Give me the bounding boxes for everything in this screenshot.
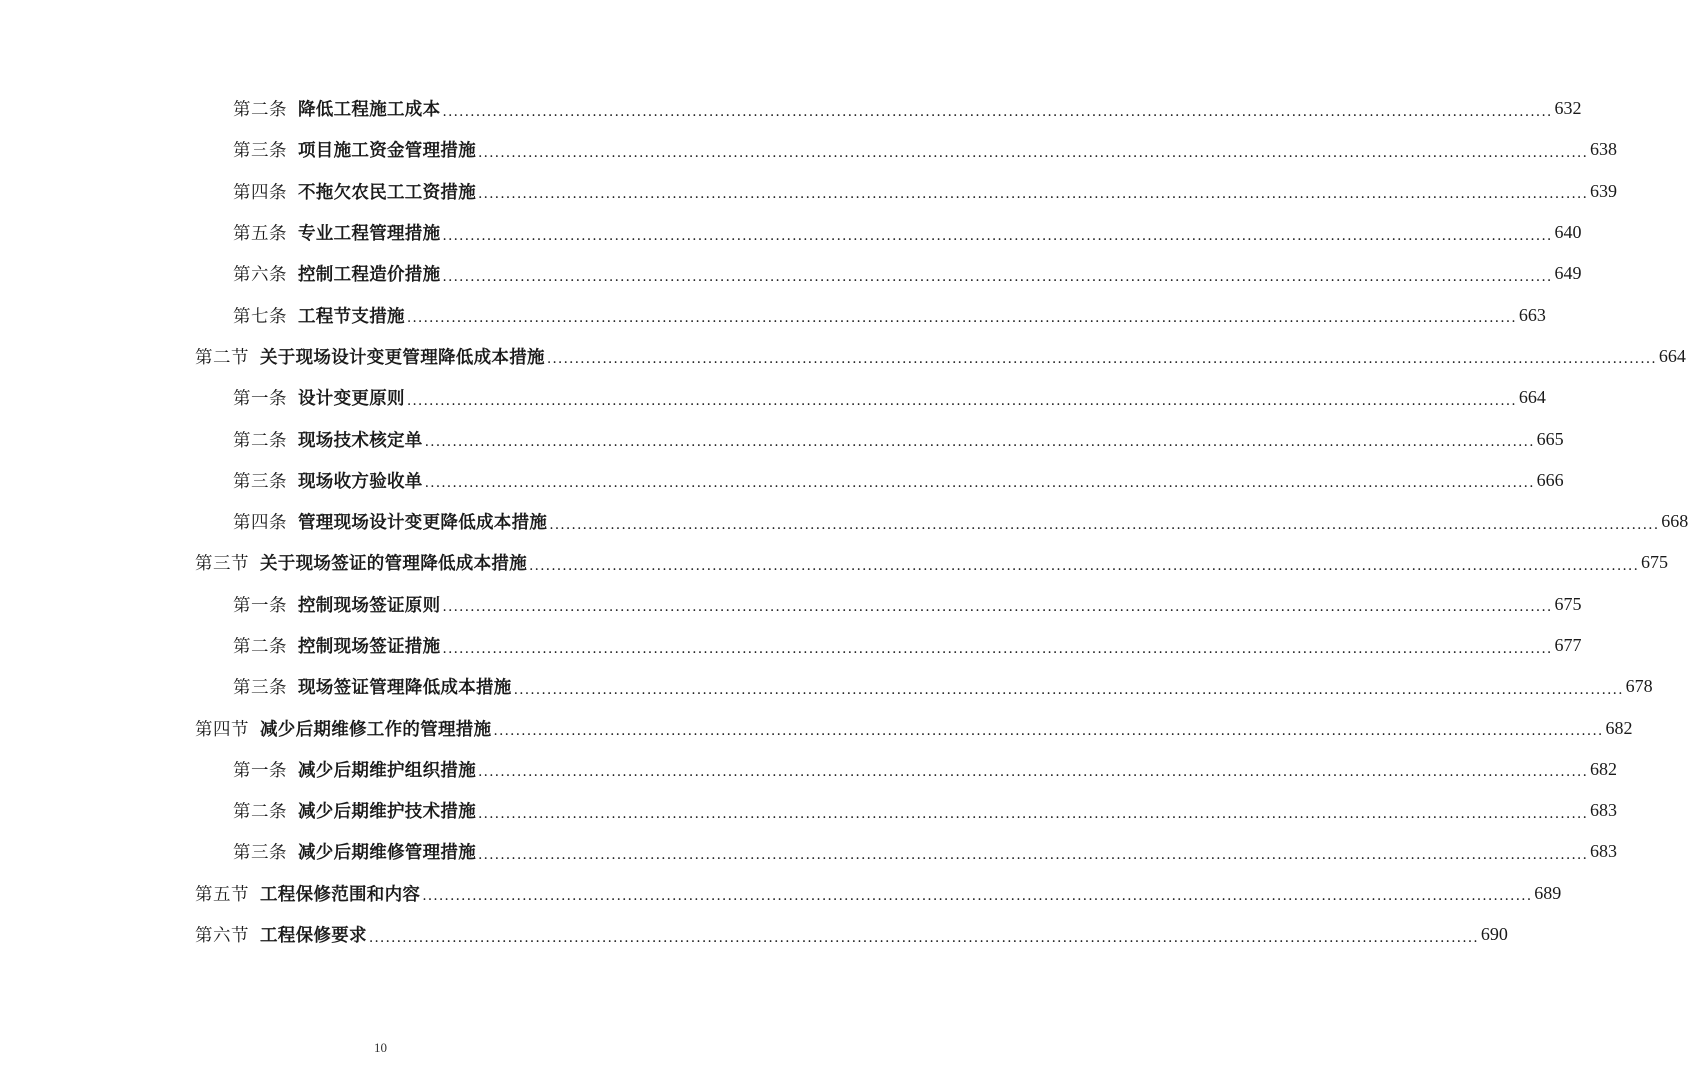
toc-entry-title: 管理现场设计变更降低成本措施 [298,513,548,534]
toc-entry-number: 第五条 [233,224,287,245]
toc-entry-page: 682 [1590,758,1618,779]
table-of-contents [0,88,1688,955]
dot-leader: ........................................................................................................................................................................................................ [442,599,1553,616]
toc-entry-number: 第四条 [233,513,287,534]
toc-entry[interactable] [0,171,1618,212]
toc-entry-title: 工程节支措施 [298,306,405,327]
dot-leader: ........................................................................................................................................................................................................ [478,764,1589,781]
toc-entry-number: 第六条 [233,265,287,286]
dot-leader: ........................................................................................................................................................................................................ [406,310,1517,327]
toc-entry-number: 第一条 [233,595,287,616]
toc-entry-number: 第七条 [233,306,287,327]
toc-entry-page: 664 [1518,387,1546,408]
toc-entry[interactable] [0,253,1582,294]
toc-entry[interactable] [0,666,1653,707]
dot-leader: ........................................................................................................................................................................................................ [478,805,1589,822]
toc-entry-page: 678 [1625,676,1653,697]
dot-leader: ........................................................................................................................................................................................................ [478,144,1589,161]
toc-entry-page: 649 [1554,263,1582,284]
dot-leader: ........................................................................................................................................................................................................ [424,475,1535,492]
toc-entry[interactable] [0,625,1582,666]
toc-section-entry[interactable] [0,542,1669,583]
toc-entry-page: 677 [1554,635,1582,655]
toc-entry-title: 专业工程管理措施 [298,224,441,245]
toc-entry-page: 638 [1590,139,1618,160]
toc-entry-title: 控制现场签证原则 [298,595,441,616]
toc-entry-page: 639 [1590,180,1618,201]
toc-entry[interactable] [0,212,1582,253]
toc-entry-number: 第三条 [233,843,287,864]
toc-entry[interactable] [0,294,1546,335]
toc-entry-title: 关于现场签证的管理降低成本措施 [260,554,527,575]
toc-entry[interactable] [0,584,1582,625]
dot-leader: ........................................................................................................................................................................................................ [368,929,1479,946]
dot-leader: ........................................................................................................................................................................................................ [442,227,1553,244]
toc-entry-number: 第三条 [233,678,287,699]
dot-leader: ........................................................................................................................................................................................................ [442,103,1553,120]
toc-entry-number: 第二条 [233,802,287,823]
toc-entry-number: 第三节 [195,554,249,575]
toc-entry-number: 第六节 [195,926,249,947]
toc-entry-title: 工程保修要求 [260,926,367,947]
dot-leader: ........................................................................................................................................................................................................ [529,557,1640,574]
toc-entry-number: 第五节 [195,884,249,905]
dot-leader: ........................................................................................................................................................................................................ [546,351,1657,368]
dot-leader: ........................................................................................................................................................................................................ [442,268,1553,285]
toc-entry-title: 控制工程造价措施 [298,265,441,286]
toc-entry-title: 现场收方验收单 [298,471,423,492]
toc-entry-number: 第三条 [233,471,287,492]
toc-entry[interactable] [0,460,1564,501]
toc-section-entry[interactable] [0,914,1508,955]
toc-entry[interactable] [0,418,1564,459]
toc-entry-title: 不拖欠农民工工资措施 [298,182,476,203]
dot-leader: ........................................................................................................................................................................................................ [422,888,1533,905]
toc-entry-number: 第一条 [233,389,287,410]
toc-entry-page: 690 [1480,924,1508,945]
toc-entry-title: 项目施工资金管理措施 [298,141,476,162]
toc-entry-title: 减少后期维修工作的管理措施 [260,719,492,740]
toc-section-entry[interactable] [0,336,1686,377]
page-number: 10 [374,1040,387,1055]
toc-entry-title: 降低工程施工成本 [298,100,441,121]
toc-entry-page: 664 [1658,345,1686,366]
toc-entry-page: 675 [1554,593,1582,614]
dot-leader: ........................................................................................................................................................................................................ [478,846,1589,863]
toc-entry-number: 第三条 [233,141,287,162]
toc-entry[interactable] [0,129,1618,170]
toc-entry[interactable] [0,501,1688,542]
toc-entry-title: 现场签证管理降低成本措施 [298,678,512,699]
toc-entry[interactable] [0,749,1618,790]
toc-entry-page: 663 [1518,304,1546,325]
toc-entry-number: 第二节 [195,347,249,368]
toc-entry-page: 668 [1661,511,1688,532]
toc-entry-number: 第二条 [233,100,287,121]
toc-entry-page: 666 [1536,469,1564,490]
toc-entry-title: 减少后期维护技术措施 [298,802,476,823]
toc-entry-number: 第四节 [195,719,249,740]
toc-entry-title: 工程保修范围和内容 [260,884,421,905]
dot-leader: ........................................................................................................................................................................................................ [549,516,1660,533]
dot-leader: ........................................................................................................................................................................................................ [513,681,1624,698]
dot-leader: ........................................................................................................................................................................................................ [493,723,1604,740]
toc-entry-page: 632 [1554,98,1582,119]
toc-entry-page: 675 [1641,552,1669,573]
toc-entry-page: 683 [1590,800,1618,821]
toc-entry-page: 640 [1554,222,1582,243]
toc-entry-page: 682 [1605,717,1633,738]
toc-entry-page: 665 [1536,428,1564,449]
toc-entry-page: 683 [1590,841,1618,862]
toc-entry[interactable] [0,88,1582,129]
toc-entry-number: 第二条 [233,637,287,657]
dot-leader: ........................................................................................................................................................................................................ [478,186,1589,203]
toc-entry[interactable] [0,377,1546,418]
toc-entry-number: 第四条 [233,182,287,203]
dot-leader: ........................................................................................................................................................................................................ [406,392,1517,409]
toc-entry-title: 关于现场设计变更管理降低成本措施 [260,347,545,368]
toc-section-entry[interactable] [0,873,1562,914]
toc-entry-number: 第二条 [233,430,287,451]
toc-entry-title: 减少后期维护组织措施 [298,760,476,781]
dot-leader: ........................................................................................................................................................................................................ [424,434,1535,451]
toc-entry[interactable] [0,790,1618,831]
toc-entry-title: 现场技术核定单 [298,430,423,451]
toc-entry[interactable] [0,831,1618,872]
dot-leader: ........................................................................................................................................................................................................ [442,640,1553,657]
toc-entry-title: 控制现场签证措施 [298,637,441,657]
toc-entry-page: 689 [1534,882,1562,903]
toc-entry-title: 设计变更原则 [298,389,405,410]
toc-entry-title: 减少后期维修管理措施 [298,843,476,864]
toc-entry-number: 第一条 [233,760,287,781]
toc-section-entry[interactable] [0,707,1633,748]
